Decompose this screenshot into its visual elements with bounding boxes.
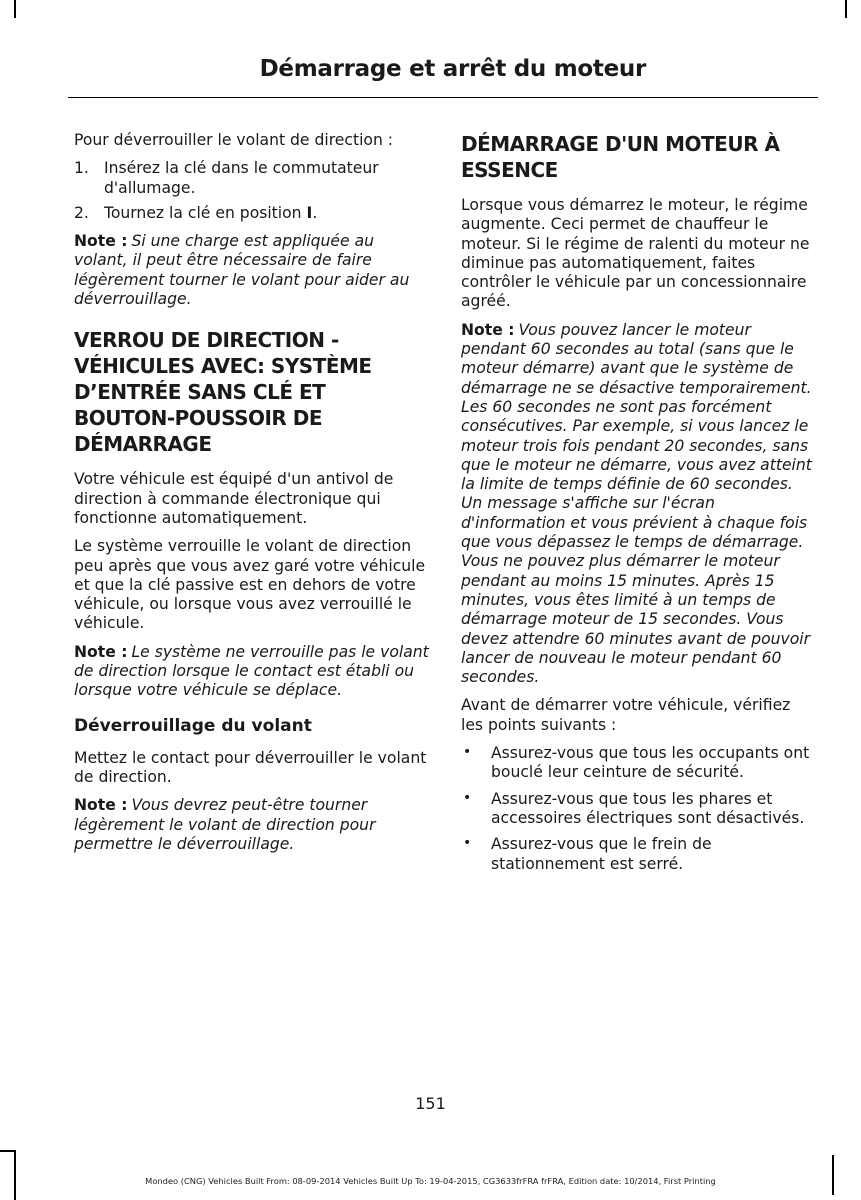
crop-mark-bottom-left-h: [0, 1150, 16, 1152]
footer-edition-info: Mondeo (CNG) Vehicles Built From: 08-09-2014 Vehicles Built Up To: 19-04-2015, CG3633frFRA frFRA, Edition date: 10/2014, First Printing: [145, 1176, 716, 1186]
note-text: Si une charge est appliquée au volant, il peut être nécessaire de faire légèrement tourner le volant pour aider au déverrouillage.: [74, 232, 410, 309]
para-antitheft: Votre véhicule est équipé d'un antivol de direction à commande électronique qui fonctionne automatiquement.: [74, 470, 394, 527]
checklist-item: [461, 744, 817, 783]
checklist-text: Assurez-vous que tous les phares et accessoires électriques sont désactivés.: [491, 789, 805, 827]
section-title-petrol-start: DÉMARRAGE D'UN MOTEUR À ESSENCE: [461, 132, 780, 182]
step-item: [74, 204, 430, 223]
step-end: .: [312, 203, 318, 222]
note-label: Note :: [461, 320, 515, 339]
section-title-steering-lock: VERROU DE DIRECTION - VÉHICULES AVEC: SYSTÈME D’ENTRÉE SANS CLÉ ET BOUTON-POUSSOIR DE DÉMARRAGE: [74, 328, 372, 457]
page-header-title: Démarrage et arrêt du moteur: [259, 56, 646, 82]
para-idle: Lorsque vous démarrez le moteur, le régime augmente. Ceci permet de chauffeur le moteur. Si le régime de ralenti du moteur ne diminue pas automatiquement, faites contrôler le véhicule par un concessionnaire agréé.: [461, 196, 810, 311]
note-label: Note :: [74, 232, 128, 251]
note-label: Note :: [74, 796, 128, 815]
step-number: 2.: [74, 203, 89, 222]
note-label: Note :: [74, 642, 128, 661]
para-checks: Avant de démarrer votre véhicule, vérifiez les points suivants :: [461, 696, 791, 734]
page-number: 151: [415, 1094, 446, 1113]
para-lock-behavior: Le système verrouille le volant de direction peu après que vous avez garé votre véhicule et que la clé passive est en dehors de votre véhicule, ou lorsque vous avez verrouillé le véhicule.: [74, 537, 426, 633]
checklist-text: Assurez-vous que tous les occupants ont bouclé leur ceinture de sécurité.: [491, 744, 810, 782]
unlock-steps: [74, 159, 430, 223]
key-position: I: [306, 203, 313, 222]
step-number: 1.: [74, 159, 89, 178]
note-text: Vous pouvez lancer le moteur pendant 60 secondes au total (sans que le moteur démarre) avant que le système de démarrage ne se désactive temporairement. Les 60 secondes ne sont pas forcément consécutives. Par exemple, si vous lancez le moteur trois fois pendant 20 secondes, sans que le moteur ne démarre, vous avez atteint la limite de temps définie de 60 secondes. Un message s'affiche sur l'écran d'information et vous prévient à chaque fois que vous dépassez le temps de démarrage. Vous ne pouvez plus démarrer le moteur pendant au moins 15 minutes. Après 15 minutes, vous êtes limité à un temps de démarrage moteur de 15 secondes. Vous devez attendre 60 minutes avant de pouvoir lancer de nouveau le moteur pendant 60 secondes.: [461, 320, 812, 687]
checklist-item: [461, 790, 817, 829]
note-text: Le système ne verrouille pas le volant de direction lorsque le contact est établi ou lorsque votre véhicule se déplace.: [74, 642, 429, 700]
step-text: Insérez la clé dans le commutateur d'allumage.: [104, 159, 379, 197]
unlock-intro: Pour déverrouiller le volant de direction :: [74, 131, 394, 149]
bullet-icon: •: [463, 744, 472, 761]
bullet-icon: •: [463, 789, 472, 806]
checklist-text: Assurez-vous que le frein de stationnement est serré.: [491, 835, 712, 873]
note-charge: [74, 232, 430, 309]
note-turn-wheel: [74, 796, 430, 854]
step-text: Tournez la clé en position: [104, 203, 302, 222]
left-column: [74, 131, 430, 863]
note-cranking-limit: [461, 321, 817, 688]
header-rule: [68, 97, 818, 98]
checklist-item: [461, 835, 817, 874]
crop-mark-top-left: [14, 0, 16, 18]
note-no-lock: [74, 643, 430, 701]
note-text: Vous devrez peut-être tourner légèrement le volant de direction pour permettre le déverrouillage.: [74, 796, 376, 853]
bullet-icon: •: [463, 835, 472, 852]
right-column: [461, 131, 817, 881]
crop-mark-bottom-right: [832, 1155, 834, 1195]
crop-mark-top-right: [845, 0, 847, 18]
step-item: [74, 159, 430, 198]
checklist: [461, 744, 817, 874]
para-unlock: Mettez le contact pour déverrouiller le volant de direction.: [74, 748, 427, 786]
subheading-unlock: Déverrouillage du volant: [74, 715, 312, 736]
